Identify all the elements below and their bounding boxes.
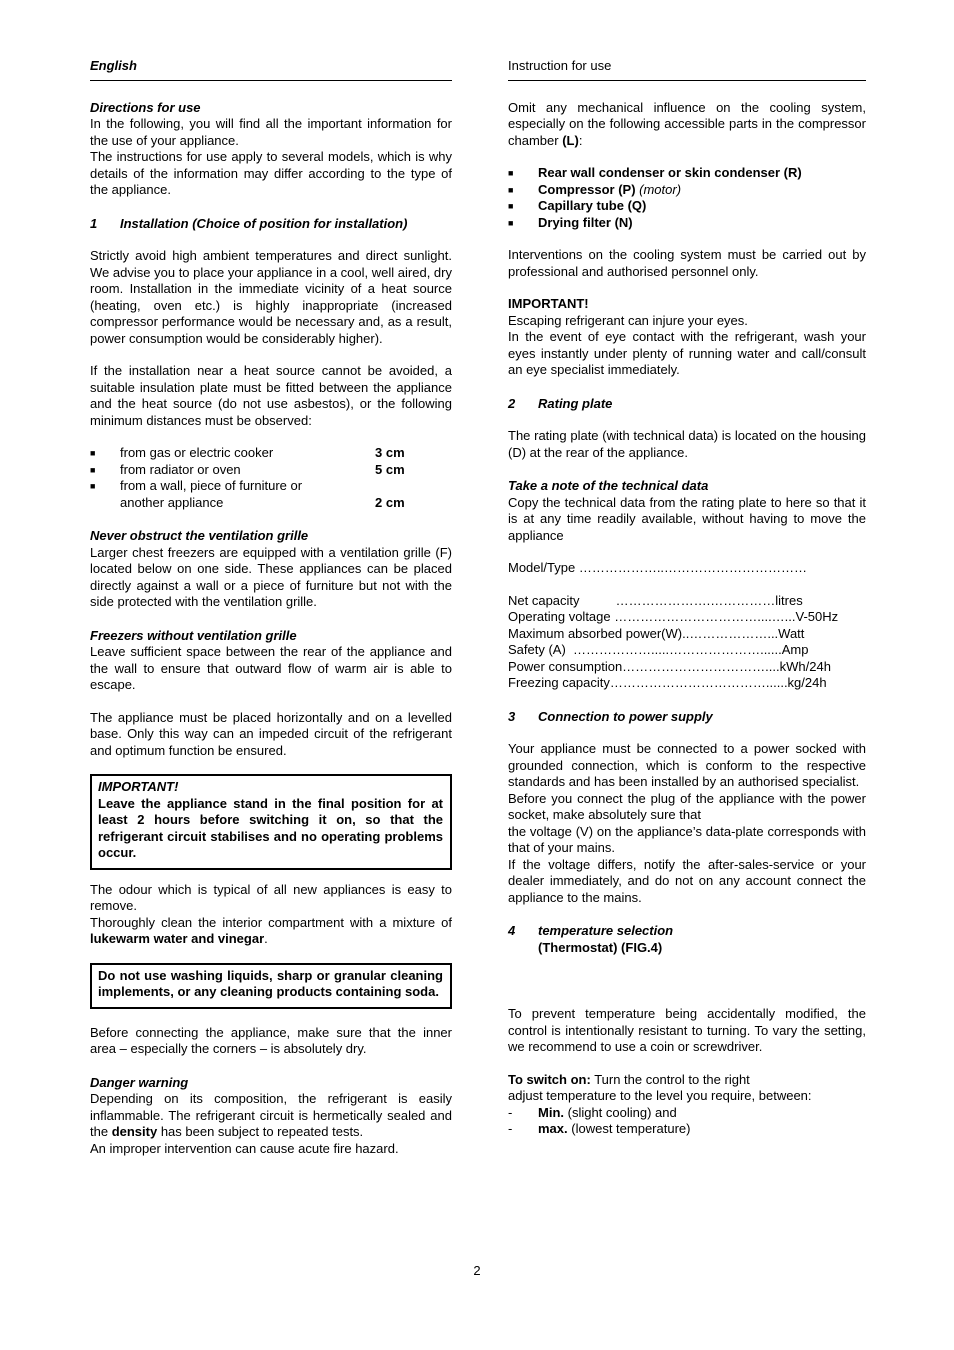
heading-installation <box>90 216 452 233</box>
paragraph-odour-1: The odour which is typical of all new appliances is easy to remove. <box>90 881 452 913</box>
paragraph-odour-2 <box>90 915 452 948</box>
dash-marker: - <box>508 1104 513 1120</box>
heading-text: temperature selection <box>538 923 674 938</box>
text-run: Turn the control to the right <box>590 1071 750 1087</box>
distance-label: from radiator or oven <box>120 461 241 477</box>
distance-label: from gas or electric cooker <box>120 445 274 460</box>
paragraph-grille: Larger chest freezers are equipped with a ventilation grille (F) located below on one side. These appliances can be placed directly against a wall or a piece of furniture but not with the side protected with the ventilation grille. <box>90 544 452 609</box>
paragraph-no-grille-2: The appliance must be placed horizontally and on a levelled base. Only this way can an impeded circuit of the refrigerant and optimum function be ensured. <box>90 709 452 758</box>
heading-number: 1 <box>90 215 98 231</box>
paragraph-cooling-system <box>508 100 866 150</box>
part-item <box>508 182 866 199</box>
paragraph-rating-plate: The rating plate (with technical data) is located on the housing (D) at the rear of the appliance. <box>508 428 866 460</box>
compressor-parts-list <box>508 165 866 231</box>
paragraph-danger-2: An improper intervention can cause acute fire hazard. <box>90 1140 399 1156</box>
tech-data-row: Net capacity ………………….……………litres <box>508 592 803 608</box>
text-run-italic: (motor) <box>639 181 682 197</box>
part-label: Drying filter (N) <box>538 214 633 230</box>
bullet-icon: ■ <box>90 448 96 458</box>
text-run-bold: (L) <box>562 132 579 148</box>
paragraph-temperature: To prevent temperature being accidentally modified, the control is intentionally resistant to turning. To vary the setting, we recommend to use a coin or screwdriver. <box>508 1006 866 1054</box>
distance-item <box>90 445 452 462</box>
column-title: Instruction for use <box>508 58 612 73</box>
bullet-icon: ■ <box>90 481 96 491</box>
bullet-icon: ■ <box>508 217 514 228</box>
heading-freezers-without-grille: Freezers without ventilation grille <box>90 627 297 643</box>
distance-list <box>90 445 452 511</box>
distance-label <box>120 478 375 511</box>
page-number: 2 <box>473 1263 481 1278</box>
text-run-bold: density <box>111 1124 158 1139</box>
heading-text: Installation (Choice of position for installation) <box>120 215 408 231</box>
bullet-icon: ■ <box>508 201 514 211</box>
paragraph-important-1: Escaping refrigerant can injure your eyes. <box>508 312 748 328</box>
paragraph-before-connecting: Before connecting the appliance, make sure that the inner area – especially the corners – is absolutely dry. <box>90 1024 452 1056</box>
tech-data-table <box>508 593 866 692</box>
text-run: (lowest temperature) <box>567 1121 691 1136</box>
paragraph-installation-2: If the installation near a heat source cannot be avoided, a suitable insulation plate must be fitted between the appliance and the heat source (do not use asbestos), or the following minimum distances must be observed: <box>90 363 452 428</box>
heading-directions-for-use: Directions for use <box>90 99 201 115</box>
heading-text: Connection to power supply <box>538 708 713 724</box>
part-label: Rear wall condenser or skin condenser (R) <box>538 165 802 180</box>
column-title: English <box>90 58 137 73</box>
text-run-bold: lukewarm water and vinegar <box>90 931 265 946</box>
paragraph-directions-1: In the following, you will find all the important information for the use of your appliance. <box>90 116 452 148</box>
paragraph-power-3: the voltage (V) on the appliance’s data-plate corresponds with that of your mains. <box>508 823 866 855</box>
right-column <box>508 58 866 1157</box>
paragraph-directions-2: The instructions for use apply to several models, which is why details of the information may differ according to the type of the appliance. <box>90 149 452 197</box>
important-title: IMPORTANT! <box>508 296 589 311</box>
cleaning-warning-box <box>90 963 452 1009</box>
part-item <box>508 165 866 182</box>
heading-text: Rating plate <box>538 395 613 411</box>
distance-value: 2 cm <box>375 494 405 510</box>
text-run: has been subject to repeated tests. <box>157 1124 364 1139</box>
text-run-bold: Min. <box>538 1104 564 1120</box>
bullet-icon: ■ <box>508 168 514 178</box>
tech-data-row: Maximum absorbed power(W)..………………...Watt <box>508 625 805 641</box>
paragraph-important-2: In the event of eye contact with the refrigerant, wash your eyes instantly under plenty of running water and call/consult an eye specialist immediately. <box>508 329 866 377</box>
heading-rating-plate <box>508 396 866 413</box>
part-label: Capillary tube (Q) <box>538 198 647 213</box>
bullet-icon: ■ <box>508 184 514 195</box>
heading-temperature-selection <box>508 923 866 940</box>
cleaning-warning-body: Do not use washing liquids, sharp or granular cleaning implements, or any cleaning products containing soda. <box>98 967 443 999</box>
distance-value: 5 cm <box>375 461 405 477</box>
paragraph-installation-1: Strictly avoid high ambient temperatures and direct sunlight. We advise you to place your appliance in a cool, well aired, dry room. Installation in the immediate vicinity of a heat source (heating, oven etc.) is highly inappropriate (increased compressor performance would be necessary and, as a result, power consumption would be considerably higher). <box>90 248 452 346</box>
paragraph-interventions: Interventions on the cooling system must be carried out by professional and authorised personnel only. <box>508 247 866 279</box>
dash-marker: - <box>508 1121 513 1136</box>
heading-take-note: Take a note of the technical data <box>508 478 709 493</box>
model-type-line: Model/Type ………………..…………………………… <box>508 560 808 575</box>
text-run: : <box>578 132 583 148</box>
part-item <box>508 198 866 215</box>
paragraph-no-grille-1: Leave sufficient space between the rear of the appliance and the wall to ensure that outward flow of warm air is able to escape. <box>90 644 452 692</box>
heading-number: 4 <box>508 923 516 938</box>
text-run: (slight cooling) and <box>564 1104 677 1120</box>
important-box <box>90 774 452 870</box>
tech-data-row: Safety (A) ……………….....…………………......Amp <box>508 642 809 657</box>
paragraph-danger-1 <box>90 1091 452 1141</box>
column-header-english <box>90 58 452 81</box>
temperature-option <box>508 1105 866 1122</box>
heading-connection-power <box>508 709 866 726</box>
important-section <box>508 296 866 379</box>
distance-item <box>90 478 452 511</box>
text-run-bold: max. <box>538 1121 568 1136</box>
tech-data-row: Freezing capacity………………………………......kg/24h <box>508 675 827 690</box>
paragraph-take-note: Copy the technical data from the rating plate to here so that it is at any time readily available, without having to move the appliance <box>508 494 866 543</box>
paragraph-power-1: Your appliance must be connected to a power socked with grounded connection, which is conform to the respective standards and has been installed by an authorised specialist. <box>508 741 866 789</box>
switch-on-line <box>508 1072 866 1089</box>
important-box-title: IMPORTANT! <box>98 779 179 794</box>
heading-danger-warning: Danger warning <box>90 1074 189 1090</box>
text-run: Thoroughly clean the interior compartment with a mixture of <box>90 914 452 930</box>
text-run: Depending on its composition, the refrigerant is easily inflammable. The refrigerant circuit is hermetically sealed and the <box>90 1091 452 1139</box>
important-box-body: Leave the appliance stand in the final position for at least 2 hours before switching it on, so that the refrigerant circuit stabilises and no operating problems occur. <box>98 795 443 860</box>
text-run-bold: To switch on: <box>508 1071 591 1087</box>
left-column <box>90 58 452 1157</box>
adjust-line: adjust temperature to the level you require, between: <box>508 1088 812 1103</box>
heading-never-obstruct: Never obstruct the ventilation grille <box>90 528 309 543</box>
bullet-icon: ■ <box>90 464 96 475</box>
text-run: . <box>264 931 268 946</box>
tech-data-row: Operating voltage ……………………………....…...V-50Hz <box>508 609 839 624</box>
tech-data-row: Power consumption……………………………....kWh/24h <box>508 658 831 674</box>
text-run: Omit any mechanical influence on the cooling system, especially on the following accessible parts in the compressor chamber <box>508 99 866 148</box>
temperature-option <box>508 1121 866 1138</box>
paragraph-power-2: Before you connect the plug of the appliance with the power socket, make absolutely sure that <box>508 790 866 822</box>
paragraph-power-4: If the voltage differs, notify the after-sales-service or your dealer immediately, and do not on any account connect the appliance to the mains. <box>508 856 866 905</box>
distance-item <box>90 462 452 479</box>
part-item <box>508 215 866 232</box>
distance-label-line1: from a wall, piece of furniture or <box>120 478 303 493</box>
text-run-bold: Compressor (P) <box>538 181 640 197</box>
column-header-instruction <box>508 58 866 81</box>
option-text <box>538 1121 866 1138</box>
heading-number: 3 <box>508 708 516 724</box>
option-text <box>538 1105 866 1122</box>
part-label <box>538 182 866 199</box>
heading-temperature-subtitle: (Thermostat) (FIG.4) <box>538 939 663 955</box>
heading-number: 2 <box>508 395 516 411</box>
distance-label-line2: another appliance <box>120 494 224 510</box>
distance-value: 3 cm <box>375 445 405 460</box>
